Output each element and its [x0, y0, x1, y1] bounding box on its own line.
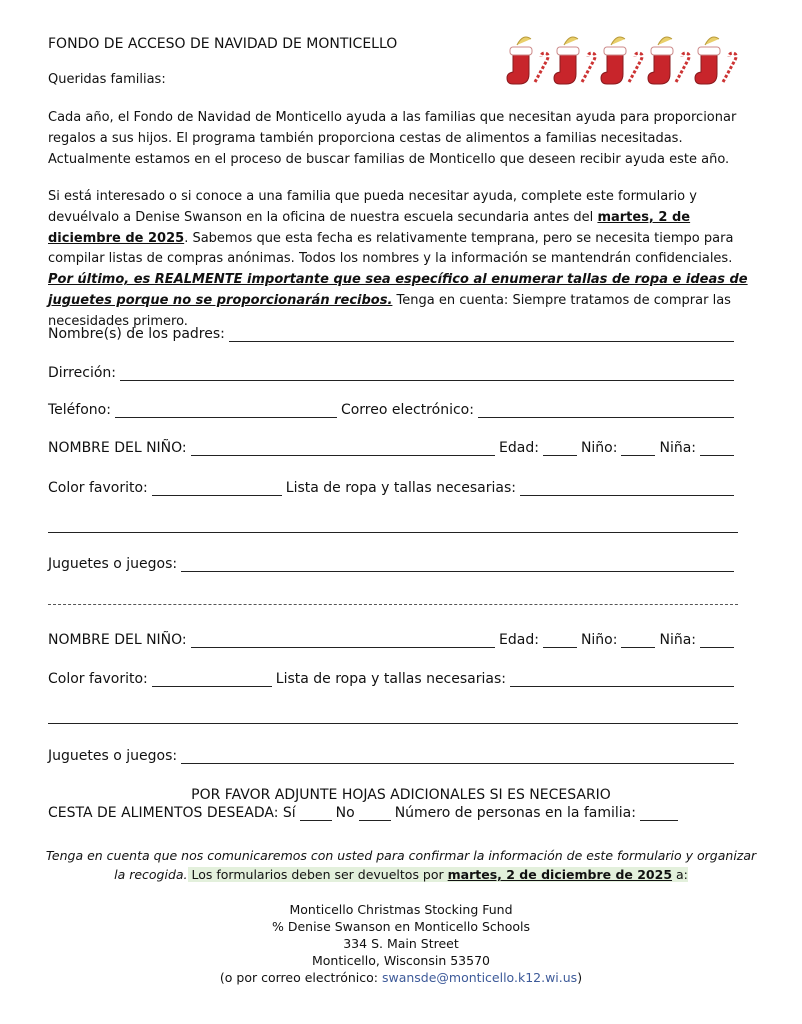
- phone-row: [48, 402, 738, 418]
- toys-field[interactable]: [181, 557, 734, 572]
- girl-field[interactable]: [700, 633, 734, 648]
- address-line: Monticello Christmas Stocking Fund: [289, 902, 513, 917]
- label: Color favorito:: [48, 671, 148, 687]
- highlighted-note: [188, 867, 688, 882]
- parents-field[interactable]: [229, 327, 734, 342]
- child2-toys-row: [48, 748, 738, 764]
- child2-row: [48, 632, 738, 648]
- address-field[interactable]: [120, 366, 734, 381]
- parents-row: [48, 326, 738, 342]
- child1-row: [48, 440, 738, 456]
- clothes-field[interactable]: [510, 672, 734, 687]
- instructions-paragraph: [48, 187, 760, 333]
- email-line: [40, 969, 762, 986]
- text: ): [577, 970, 583, 985]
- greeting: Queridas familias:: [48, 72, 166, 87]
- text: Tenga en cuenta: Siempre tratamos de comprar las necesidades primero.: [48, 292, 731, 329]
- page-title: FONDO DE ACCESO DE NAVIDAD DE MONTICELLO: [48, 36, 398, 52]
- label: NOMBRE DEL NIÑO:: [48, 632, 187, 648]
- phone-field[interactable]: [115, 403, 337, 418]
- address-line: % Denise Swanson en Monticello Schools: [272, 919, 530, 934]
- food-yes-field[interactable]: [300, 806, 332, 821]
- note-text: Tenga en cuenta que nos comunicaremos con usted para confirmar la información de este formulario y organizar la recogida.: [45, 848, 757, 882]
- people-count-field[interactable]: [640, 806, 678, 821]
- child1-toys-row: [48, 556, 738, 572]
- label: Teléfono:: [48, 402, 111, 418]
- address-line: Monticello, Wisconsin 53570: [312, 953, 490, 968]
- label: CESTA DE ALIMENTOS DESEADA: Sí: [48, 805, 296, 821]
- label: Edad:: [499, 632, 539, 648]
- mailing-address: [40, 901, 762, 986]
- address-row: [48, 365, 738, 381]
- child2-color-row: [48, 671, 738, 687]
- deadline: martes, 2 de diciembre de 2025: [447, 867, 673, 882]
- address-line: 334 S. Main Street: [343, 936, 459, 951]
- text: a:: [672, 867, 688, 882]
- food-no-field[interactable]: [359, 806, 391, 821]
- label: Nombre(s) de los padres:: [48, 326, 225, 342]
- label: Juguetes o juegos:: [48, 748, 178, 764]
- label: Lista de ropa y tallas necesarias:: [275, 671, 506, 687]
- return-note: [40, 846, 762, 884]
- text: (o por correo electrónico:: [219, 970, 382, 985]
- age-field[interactable]: [543, 633, 577, 648]
- intro-paragraph: Cada año, el Fondo de Navidad de Monticello ayuda a las familias que necesitan ayuda para proporcionar regalos a sus hijos. El programa también proporciona cestas de alimentos a familias necesitadas. Actualmente estamos en el proceso de buscar familias de Monticello que deseen recibir ayuda este año.: [48, 110, 737, 167]
- label: Niño:: [580, 440, 618, 456]
- girl-field[interactable]: [700, 441, 734, 456]
- label: NOMBRE DEL NIÑO:: [48, 440, 187, 456]
- label: No: [335, 805, 355, 821]
- color-field[interactable]: [152, 672, 272, 687]
- child1-color-row: [48, 480, 738, 496]
- label: Lista de ropa y tallas necesarias:: [285, 480, 516, 496]
- clothes-extra-field[interactable]: [48, 518, 738, 533]
- email-link[interactable]: swansde@monticello.k12.wi.us: [381, 970, 578, 985]
- label: Correo electrónico:: [340, 402, 474, 418]
- clothes-extra-field[interactable]: [48, 709, 738, 724]
- child2-clothes-extra: [48, 709, 738, 724]
- attach-note: POR FAVOR ADJUNTE HOJAS ADICIONALES SI ES NECESARIO: [191, 787, 611, 803]
- label: Niña:: [659, 440, 696, 456]
- email-field[interactable]: [478, 403, 734, 418]
- child-name-field[interactable]: [191, 441, 495, 456]
- boy-field[interactable]: [621, 633, 655, 648]
- food-basket-row: [48, 805, 682, 821]
- label: Niña:: [659, 632, 696, 648]
- age-field[interactable]: [543, 441, 577, 456]
- child1-clothes-extra: [48, 518, 738, 533]
- color-field[interactable]: [152, 481, 282, 496]
- label: Edad:: [499, 440, 539, 456]
- label: Juguetes o juegos:: [48, 556, 178, 572]
- important-note: Por último, es REALMENTE importante que sea específico al enumerar tallas de ropa e ideas de juguetes porque no se proporcionarán recibos.: [48, 272, 748, 308]
- text: Si está interesado o si conoce a una familia que pueda necesitar ayuda, complete este formulario y devuélvalo a Denise Swanson en la oficina de nuestra escuela secundaria antes del: [48, 189, 697, 225]
- child-name-field[interactable]: [191, 633, 495, 648]
- label: Niño:: [580, 632, 618, 648]
- text: . Sabemos que esta fecha es relativamente temprana, pero se necesita tiempo para compilar listas de compras anónimas. Todos los nombres y la información se mantendrán confidenciales.: [48, 230, 734, 267]
- clothes-field[interactable]: [520, 481, 734, 496]
- separator: [48, 604, 738, 605]
- label: Color favorito:: [48, 480, 148, 496]
- boy-field[interactable]: [621, 441, 655, 456]
- toys-field[interactable]: [181, 749, 734, 764]
- label: Dirreción:: [48, 365, 116, 381]
- label: Número de personas en la familia:: [394, 805, 636, 821]
- deadline: martes, 2 de diciembre de 2025: [48, 209, 691, 246]
- text: Los formularios deben ser devueltos por: [187, 867, 448, 882]
